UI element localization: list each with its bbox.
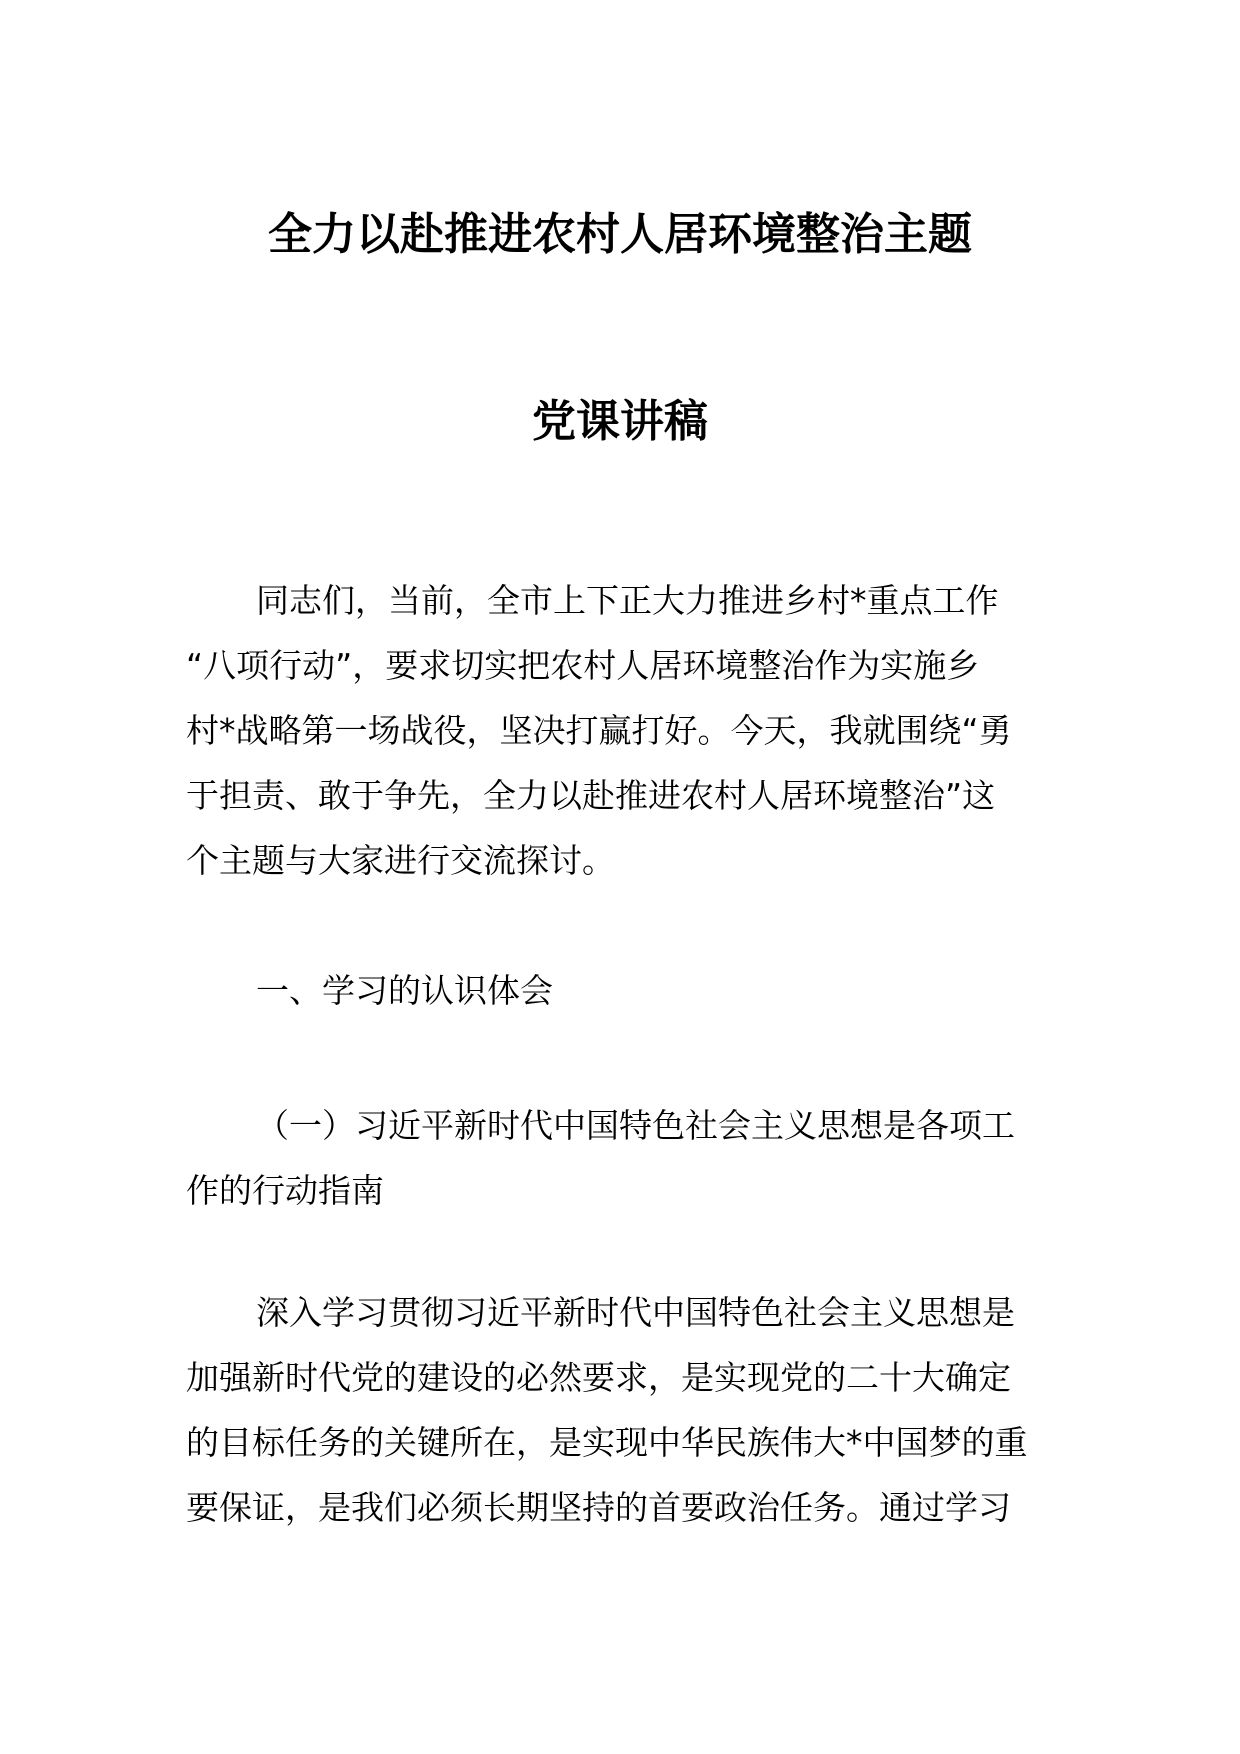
document-title-line-1: 全力以赴推进农村人居环境整治主题	[268, 209, 972, 260]
paragraph-line: 加强新时代党的建设的必然要求，是实现党的二十大确定	[186, 1358, 1011, 1397]
document-title-line-2: 党课讲稿	[532, 396, 708, 447]
body-paragraph	[186, 1280, 1056, 1540]
intro-paragraph	[186, 568, 1056, 893]
paragraph-line: “八项行动”，要求切实把农村人居环境整治作为实施乡	[186, 646, 980, 685]
paragraph-line: 深入学习贯彻习近平新时代中国特色社会主义思想是	[256, 1293, 1015, 1332]
paragraph-line: 村*战略第一场战役，坚决打赢打好。今天，我就围绕“勇	[186, 711, 1012, 750]
heading-line: （一）习近平新时代中国特色社会主义思想是各项工	[256, 1106, 1015, 1145]
heading-line: 一、学习的认识体会	[256, 971, 553, 1010]
section-heading	[186, 958, 1056, 1023]
paragraph-line: 个主题与大家进行交流探讨。	[186, 841, 615, 880]
paragraph-line: 同志们，当前，全市上下正大力推进乡村*重点工作	[256, 581, 999, 620]
paragraph-line: 的目标任务的关键所在，是实现中华民族伟大*中国梦的重	[186, 1423, 1028, 1462]
heading-line: 作的行动指南	[186, 1171, 384, 1210]
subsection-heading	[186, 1093, 1056, 1223]
paragraph-line: 要保证，是我们必须长期坚持的首要政治任务。通过学习	[186, 1488, 1011, 1527]
paragraph-line: 于担责、敢于争先，全力以赴推进农村人居环境整治”这	[186, 776, 996, 815]
